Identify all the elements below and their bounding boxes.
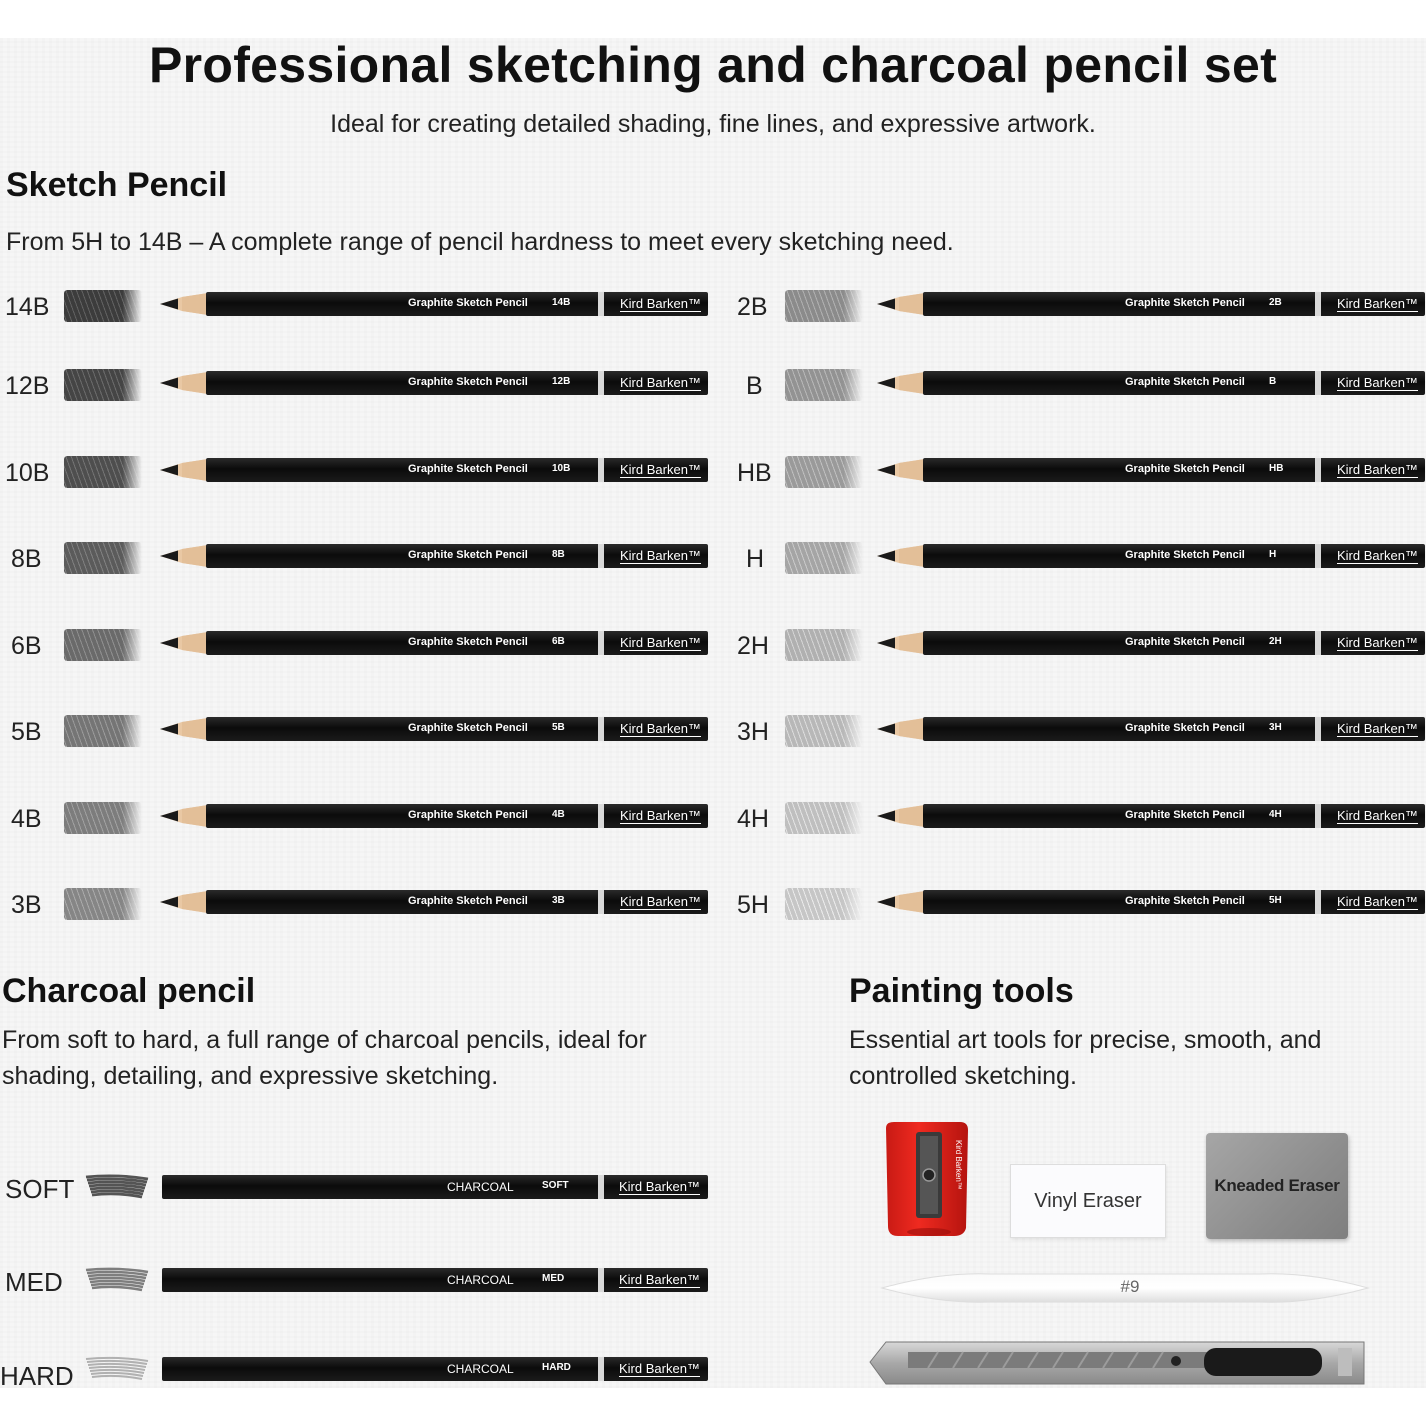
sharpener-brand: Kird Barken™: [954, 1140, 963, 1190]
pencil-tip-icon: [160, 292, 208, 316]
sketch-pencil-b: [877, 371, 1425, 395]
pencil-grade-mark: 14B: [552, 297, 571, 308]
grade-label-5h: 5H: [737, 891, 769, 919]
grade-label-2h: 2H: [737, 632, 769, 660]
grade-label-3h: 3H: [737, 718, 769, 746]
charcoal-swatch-soft: [82, 1171, 152, 1201]
sketch-pencil-5h: [877, 890, 1425, 914]
grade-label-h: H: [746, 545, 765, 573]
pencil-band: [1315, 544, 1321, 568]
shade-swatch-4h: [785, 802, 863, 834]
pencil-band: [598, 1357, 604, 1381]
shade-swatch-2h: [785, 629, 863, 661]
charcoal-band-label: HARD: [542, 1362, 571, 1373]
pencil-body: [206, 458, 708, 482]
shade-swatch-12b: [64, 369, 142, 401]
pencil-brand: Kird Barken™: [619, 1361, 700, 1376]
grade-label-12b: 12B: [5, 372, 50, 400]
charcoal-band-label: MED: [542, 1273, 565, 1284]
pencil-grade-mark: 4B: [552, 809, 565, 820]
pencil-tip-icon: [160, 371, 208, 395]
sketch-pencil-2b: [877, 292, 1425, 316]
shade-swatch-10b: [64, 456, 142, 488]
page-title: Professional sketching and charcoal pencil set: [148, 37, 1278, 93]
pencil-label: Graphite Sketch Pencil: [1125, 722, 1245, 734]
pencil-label: Graphite Sketch Pencil: [408, 636, 528, 648]
charcoal-label: CHARCOAL: [447, 1273, 514, 1287]
pencil-brand: Kird Barken™: [620, 635, 701, 650]
grade-label-4b: 4B: [11, 805, 42, 833]
sketch-pencil-12b: [160, 371, 708, 395]
pencil-tip-icon: [160, 631, 208, 655]
pencil-brand: Kird Barken™: [620, 721, 701, 736]
pencil-body: [923, 544, 1425, 568]
pencil-band: [598, 1268, 604, 1292]
page-subtitle: Ideal for creating detailed shading, fine lines, and expressive artwork.: [330, 110, 1096, 138]
pencil-body: [923, 292, 1425, 316]
pencil-band: [1315, 458, 1321, 482]
pencil-label: Graphite Sketch Pencil: [408, 463, 528, 475]
kneaded-eraser-label: Kneaded Eraser: [1214, 1176, 1340, 1195]
pencil-body: [206, 371, 708, 395]
pencil-band: [1315, 890, 1321, 914]
charcoal-band-label: SOFT: [542, 1180, 569, 1191]
pencil-band: [1315, 371, 1321, 395]
sketch-pencil-6b: [160, 631, 708, 655]
pencil-tip-icon: [160, 717, 208, 741]
grade-label-b: B: [746, 372, 763, 400]
blending-stump-label: #9: [1120, 1277, 1140, 1296]
pencil-brand: Kird Barken™: [1337, 808, 1418, 823]
charcoal-pencil-soft: [162, 1175, 708, 1199]
pencil-label: Graphite Sketch Pencil: [1125, 376, 1245, 388]
pencil-brand: Kird Barken™: [620, 375, 701, 390]
pencil-tip-icon: [877, 458, 925, 482]
pencil-brand: Kird Barken™: [1337, 375, 1418, 390]
pencil-band: [1315, 717, 1321, 741]
pencil-grade-mark: HB: [1269, 463, 1284, 474]
pencil-label: Graphite Sketch Pencil: [1125, 895, 1245, 907]
pencil-brand: Kird Barken™: [1337, 721, 1418, 736]
pencil-grade-mark: 2B: [1269, 297, 1282, 308]
pencil-band: [598, 371, 604, 395]
pencil-body: [923, 631, 1425, 655]
pencil-brand: Kird Barken™: [620, 894, 701, 909]
pencil-body: [923, 804, 1425, 828]
pencil-band: [598, 890, 604, 914]
charcoal-pencil-description: [2, 1022, 647, 1094]
pencil-body: [206, 890, 708, 914]
pencil-tip-icon: [160, 458, 208, 482]
pencil-body: [206, 804, 708, 828]
sketch-pencil-h: [877, 544, 1425, 568]
grade-label-3b: 3B: [11, 891, 42, 919]
charcoal-swatch-med: [82, 1264, 152, 1294]
pencil-brand: Kird Barken™: [1337, 548, 1418, 563]
charcoal-grade-med: MED: [5, 1267, 63, 1297]
grade-label-10b: 10B: [5, 459, 50, 487]
painting-tools-heading: Painting tools: [849, 972, 1074, 1010]
pencil-body: [206, 717, 708, 741]
pencil-tip-icon: [877, 544, 925, 568]
pencil-band: [598, 631, 604, 655]
charcoal-pencil-med: [162, 1268, 708, 1292]
shade-swatch-14b: [64, 290, 142, 322]
pencil-body: [206, 292, 708, 316]
pencil-tip-icon: [160, 804, 208, 828]
tools-description-line-2: controlled sketching.: [849, 1062, 1077, 1090]
pencil-tip-icon: [877, 292, 925, 316]
pencil-label: Graphite Sketch Pencil: [1125, 809, 1245, 821]
charcoal-description-line-2: shading, detailing, and expressive sketching.: [2, 1062, 499, 1090]
pencil-grade-mark: 12B: [552, 376, 571, 387]
vinyl-eraser-label: Vinyl Eraser: [1034, 1189, 1142, 1212]
pencil-body: [923, 717, 1425, 741]
pencil-grade-mark: 3B: [552, 895, 565, 906]
pencil-tip-icon: [877, 371, 925, 395]
pencil-tip-icon: [877, 804, 925, 828]
pencil-tip-icon: [160, 890, 208, 914]
shade-swatch-h: [785, 542, 863, 574]
pencil-label: Graphite Sketch Pencil: [1125, 463, 1245, 475]
grade-label-hb: HB: [737, 459, 772, 487]
shade-swatch-hb: [785, 456, 863, 488]
pencil-grade-mark: 8B: [552, 549, 565, 560]
grade-label-2b: 2B: [737, 293, 768, 321]
pencil-grade-mark: B: [1269, 376, 1277, 387]
pencil-body: [923, 890, 1425, 914]
sketch-pencil-3h: [877, 717, 1425, 741]
pencil-band: [598, 804, 604, 828]
pencil-brand: Kird Barken™: [620, 296, 701, 311]
grade-label-14b: 14B: [5, 293, 50, 321]
sketch-pencil-description: From 5H to 14B – A complete range of pencil hardness to meet every sketching need.: [6, 228, 954, 256]
shade-swatch-3h: [785, 715, 863, 747]
pencil-body: [206, 631, 708, 655]
pencil-tip-icon: [877, 890, 925, 914]
pencil-label: Graphite Sketch Pencil: [408, 809, 528, 821]
charcoal-pencil-hard: [162, 1357, 708, 1381]
sketch-pencil-14b: [160, 292, 708, 316]
pencil-band: [598, 1175, 604, 1199]
shade-swatch-8b: [64, 542, 142, 574]
pencil-band: [598, 544, 604, 568]
pencil-brand: Kird Barken™: [620, 548, 701, 563]
pencil-grade-mark: 5H: [1269, 895, 1282, 906]
shade-swatch-b: [785, 369, 863, 401]
pencil-grade-mark: 4H: [1269, 809, 1282, 820]
grade-label-6b: 6B: [11, 632, 42, 660]
utility-knife-icon: [868, 1340, 1368, 1386]
sketch-pencil-5b: [160, 717, 708, 741]
vinyl-eraser: [1010, 1164, 1166, 1238]
pencil-brand: Kird Barken™: [619, 1272, 700, 1287]
pencil-label: Graphite Sketch Pencil: [1125, 636, 1245, 648]
shade-swatch-4b: [64, 802, 142, 834]
pencil-brand: Kird Barken™: [619, 1179, 700, 1194]
grade-label-8b: 8B: [11, 545, 42, 573]
pencil-sharpener-icon: [880, 1120, 972, 1238]
shade-swatch-2b: [785, 290, 863, 322]
shade-swatch-5b: [64, 715, 142, 747]
pencil-brand: Kird Barken™: [1337, 462, 1418, 477]
pencil-brand: Kird Barken™: [620, 808, 701, 823]
grade-label-4h: 4H: [737, 805, 769, 833]
pencil-brand: Kird Barken™: [1337, 894, 1418, 909]
pencil-grade-mark: H: [1269, 549, 1277, 560]
sketch-pencil-3b: [160, 890, 708, 914]
pencil-body: [923, 458, 1425, 482]
pencil-label: Graphite Sketch Pencil: [408, 297, 528, 309]
sketch-pencil-8b: [160, 544, 708, 568]
charcoal-grade-soft: SOFT: [5, 1174, 75, 1204]
pencil-body: [206, 544, 708, 568]
pencil-grade-mark: 5B: [552, 722, 565, 733]
sketch-pencil-heading: Sketch Pencil: [6, 166, 228, 204]
pencil-grade-mark: 2H: [1269, 636, 1282, 647]
kneaded-eraser: [1206, 1133, 1348, 1239]
pencil-brand: Kird Barken™: [620, 462, 701, 477]
sketch-pencil-hb: [877, 458, 1425, 482]
shade-swatch-3b: [64, 888, 142, 920]
pencil-tip-icon: [877, 631, 925, 655]
charcoal-description-line-1: From soft to hard, a full range of charcoal pencils, ideal for: [2, 1026, 647, 1054]
pencil-label: Graphite Sketch Pencil: [1125, 549, 1245, 561]
sketch-pencil-2h: [877, 631, 1425, 655]
pencil-label: Graphite Sketch Pencil: [408, 722, 528, 734]
charcoal-label: CHARCOAL: [447, 1180, 514, 1194]
pencil-body: [923, 371, 1425, 395]
grade-label-5b: 5B: [11, 718, 42, 746]
shade-swatch-5h: [785, 888, 863, 920]
pencil-band: [598, 717, 604, 741]
pencil-label: Graphite Sketch Pencil: [1125, 297, 1245, 309]
pencil-tip-icon: [160, 544, 208, 568]
pencil-band: [1315, 804, 1321, 828]
pencil-brand: Kird Barken™: [1337, 296, 1418, 311]
pencil-band: [1315, 292, 1321, 316]
pencil-band: [598, 292, 604, 316]
pencil-band: [1315, 631, 1321, 655]
pencil-grade-mark: 3H: [1269, 722, 1282, 733]
pencil-brand: Kird Barken™: [1337, 635, 1418, 650]
charcoal-swatch-hard: [82, 1353, 152, 1383]
shade-swatch-6b: [64, 629, 142, 661]
pencil-label: Graphite Sketch Pencil: [408, 549, 528, 561]
pencil-label: Graphite Sketch Pencil: [408, 376, 528, 388]
sketch-pencil-4h: [877, 804, 1425, 828]
charcoal-pencil-heading: Charcoal pencil: [2, 972, 256, 1010]
pencil-grade-mark: 10B: [552, 463, 571, 474]
tools-description-line-1: Essential art tools for precise, smooth, and: [849, 1026, 1322, 1054]
charcoal-label: CHARCOAL: [447, 1362, 514, 1376]
sketch-pencil-10b: [160, 458, 708, 482]
painting-tools-description: [849, 1022, 1321, 1094]
pencil-tip-icon: [877, 717, 925, 741]
pencil-band: [598, 458, 604, 482]
pencil-label: Graphite Sketch Pencil: [408, 895, 528, 907]
sketch-pencil-4b: [160, 804, 708, 828]
charcoal-grade-hard: HARD: [0, 1361, 74, 1391]
pencil-grade-mark: 6B: [552, 636, 565, 647]
